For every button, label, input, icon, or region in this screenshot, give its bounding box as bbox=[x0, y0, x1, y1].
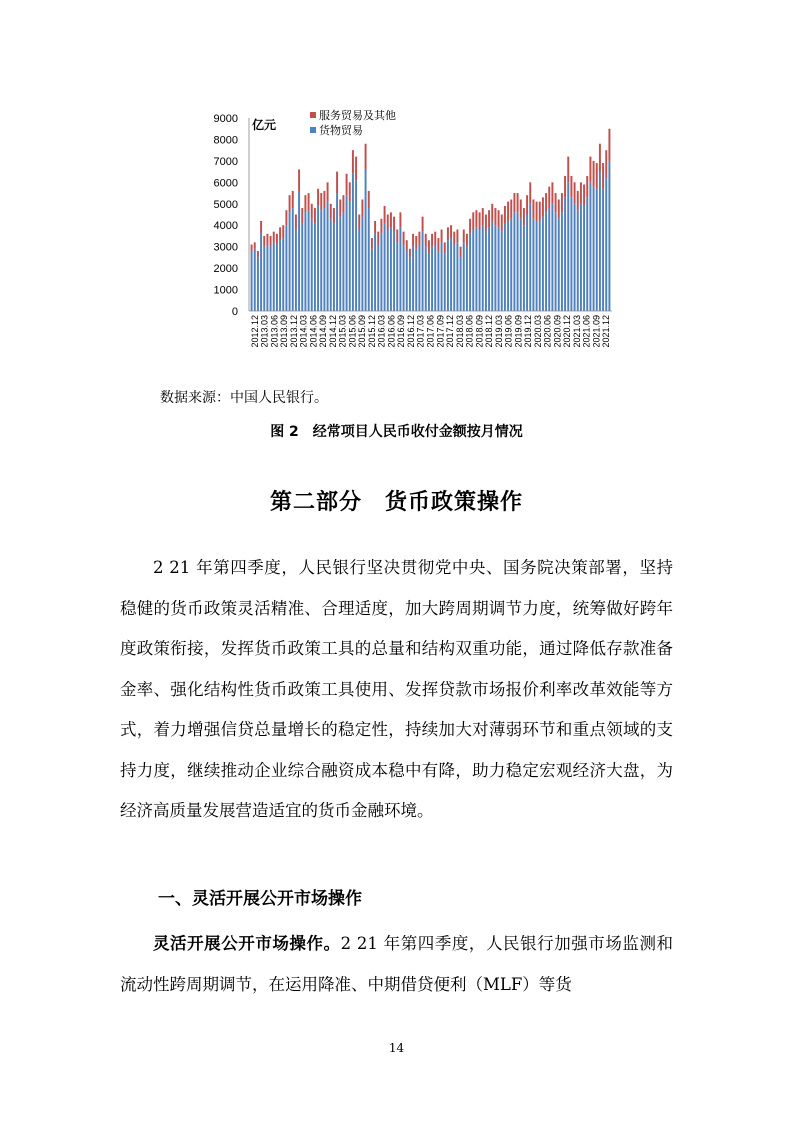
bar-goods bbox=[380, 234, 382, 311]
legend-swatch-goods bbox=[310, 127, 316, 133]
bar-goods bbox=[485, 232, 487, 311]
bar-services bbox=[593, 161, 595, 187]
x-tick-label: 2012.12 bbox=[249, 315, 260, 348]
bar-goods bbox=[254, 249, 256, 311]
x-tick-label: 2016.06 bbox=[386, 315, 397, 348]
bar-goods bbox=[456, 242, 458, 311]
bar-services bbox=[441, 230, 443, 243]
bar-goods bbox=[482, 225, 484, 311]
bar-services bbox=[472, 212, 474, 229]
bar-services bbox=[333, 208, 335, 223]
bar-services bbox=[323, 191, 325, 208]
bar-services bbox=[428, 240, 430, 253]
bar-services bbox=[282, 225, 284, 238]
bar-goods bbox=[488, 227, 490, 311]
bar-services bbox=[555, 193, 557, 212]
bar-services bbox=[450, 225, 452, 238]
bar-services bbox=[289, 195, 291, 212]
bar-services bbox=[526, 195, 528, 214]
bar-goods bbox=[555, 212, 557, 311]
bar-services bbox=[507, 202, 509, 221]
bar-goods bbox=[463, 242, 465, 311]
bar-services bbox=[447, 227, 449, 240]
bar-goods bbox=[574, 204, 576, 311]
bar-goods bbox=[589, 182, 591, 311]
bar-services bbox=[387, 215, 389, 230]
bar-services bbox=[602, 163, 604, 189]
bar-goods bbox=[330, 219, 332, 311]
x-tick-label: 2014.09 bbox=[318, 315, 329, 348]
bar-goods bbox=[510, 219, 512, 311]
x-tick-label: 2020.12 bbox=[562, 315, 573, 348]
bar-goods bbox=[282, 238, 284, 311]
bar-services bbox=[513, 193, 515, 212]
bar-goods bbox=[441, 242, 443, 311]
bar-goods bbox=[346, 195, 348, 311]
x-tick-label: 2021.03 bbox=[571, 315, 582, 348]
bar-goods bbox=[384, 223, 386, 311]
bar-services bbox=[422, 217, 424, 232]
bar-goods bbox=[390, 227, 392, 311]
bar-services bbox=[586, 176, 588, 197]
bar-services bbox=[501, 215, 503, 232]
bar-goods bbox=[586, 197, 588, 311]
bar-services bbox=[498, 210, 500, 227]
bar-services bbox=[336, 172, 338, 193]
bar-services bbox=[510, 199, 512, 218]
x-tick-label: 2018.06 bbox=[464, 315, 475, 348]
bar-services bbox=[412, 234, 414, 247]
bar-services bbox=[266, 234, 268, 245]
legend-swatch-services bbox=[310, 112, 316, 118]
bar-services bbox=[355, 157, 357, 181]
bar-goods bbox=[371, 249, 373, 311]
bar-goods bbox=[257, 257, 259, 311]
bar-goods bbox=[263, 247, 265, 311]
bar-goods bbox=[355, 180, 357, 311]
x-tick-label: 2021.06 bbox=[581, 315, 592, 348]
x-tick-label: 2013.09 bbox=[279, 315, 290, 348]
bar-goods bbox=[273, 242, 275, 311]
bar-goods bbox=[434, 245, 436, 311]
x-tick-label: 2017.12 bbox=[445, 315, 456, 348]
bar-goods bbox=[377, 245, 379, 311]
bar-services bbox=[365, 144, 367, 170]
bar-goods bbox=[308, 210, 310, 311]
bar-goods bbox=[545, 212, 547, 311]
bar-goods bbox=[336, 193, 338, 311]
bar-goods bbox=[466, 247, 468, 311]
bar-services bbox=[491, 204, 493, 221]
bar-services bbox=[494, 208, 496, 225]
part-title: 第二部分 货币政策操作 bbox=[269, 490, 523, 515]
bar-goods bbox=[599, 172, 601, 311]
bar-services bbox=[339, 199, 341, 216]
bar-goods bbox=[298, 191, 300, 311]
bar-goods bbox=[494, 225, 496, 311]
x-tick-label: 2015.09 bbox=[357, 315, 368, 348]
bar-goods bbox=[412, 247, 414, 311]
bar-services bbox=[523, 208, 525, 225]
bar-services bbox=[504, 206, 506, 223]
bar-services bbox=[396, 230, 398, 243]
x-tick-label: 2015.03 bbox=[337, 315, 348, 348]
bar-services bbox=[349, 182, 351, 201]
y-tick-labels bbox=[214, 113, 238, 318]
bar-services bbox=[279, 227, 281, 240]
bar-goods bbox=[501, 232, 503, 311]
bar-services bbox=[580, 182, 582, 203]
bar-goods bbox=[409, 257, 411, 311]
bar-goods bbox=[529, 204, 531, 311]
bar-goods bbox=[428, 253, 430, 311]
bar-services bbox=[311, 204, 313, 219]
bar-services bbox=[403, 232, 405, 245]
bar-goods bbox=[437, 251, 439, 311]
bar-services bbox=[434, 232, 436, 245]
bar-goods bbox=[317, 206, 319, 311]
bar-goods bbox=[279, 240, 281, 311]
paragraph-2 bbox=[120, 924, 673, 1005]
paragraph-2-lead: 灵活开展公开市场操作。 bbox=[153, 934, 341, 953]
bar-services bbox=[605, 150, 607, 178]
bar-goods bbox=[491, 221, 493, 311]
bar-goods bbox=[507, 221, 509, 311]
bar-services bbox=[384, 206, 386, 223]
bar-services bbox=[485, 215, 487, 232]
bar-services bbox=[276, 234, 278, 245]
bar-services bbox=[608, 129, 610, 161]
bar-services bbox=[577, 191, 579, 210]
x-tick-label: 2015.12 bbox=[366, 315, 377, 348]
bar-goods bbox=[260, 234, 262, 311]
bar-goods bbox=[415, 249, 417, 311]
bar-goods bbox=[561, 212, 563, 311]
paragraph-1: 2 21 年第四季度，人民银行坚决贯彻党中央、国务院决策部署，坚持稳健的货币政策灵活精准、合理适度，加大跨周期调节力度，统筹做好跨年度政策衔接，发挥货币政策工具的总量和结构双重功能，通过降低存款准备金率、强化结构性货币政策工具使用、发挥贷款市场报价利率改革效能等方式，着力增强信贷总量增长的稳定性，持续加大对薄弱环节和重点领域的支持力度，继续推动企业综合融资成本稳中有降，助力稳定宏观经济大盘，为经济高质量发展营造适宜的货币金融环境。 bbox=[120, 558, 673, 820]
bar-services bbox=[377, 232, 379, 245]
bar-services bbox=[260, 221, 262, 234]
bar-goods bbox=[523, 225, 525, 311]
bar-services bbox=[270, 236, 272, 247]
bar-services bbox=[304, 195, 306, 212]
bar-services bbox=[574, 182, 576, 203]
bar-goods bbox=[453, 245, 455, 311]
bar-services bbox=[596, 163, 598, 189]
bar-goods bbox=[320, 210, 322, 311]
bar-services bbox=[298, 169, 300, 190]
bar-services bbox=[453, 232, 455, 245]
bar-services bbox=[529, 182, 531, 203]
paragraph-2-text: 2 21 年第四季度，人民银行加强市场监测和流动性跨周期调节，在运用降准、中期借贷便利（MLF）等货 bbox=[120, 934, 674, 994]
bar-services bbox=[380, 219, 382, 234]
bar-services bbox=[567, 157, 569, 183]
bar-goods bbox=[365, 169, 367, 311]
bar-goods bbox=[608, 161, 610, 311]
bar-services bbox=[409, 249, 411, 258]
bar-services bbox=[251, 245, 253, 251]
bar-goods bbox=[342, 212, 344, 311]
bar-services bbox=[317, 189, 319, 206]
y-tick-label: 2000 bbox=[213, 263, 238, 276]
bar-goods bbox=[295, 230, 297, 311]
bar-services bbox=[418, 232, 420, 245]
bar-goods bbox=[539, 221, 541, 311]
bar-goods bbox=[551, 204, 553, 311]
bar-services bbox=[456, 230, 458, 243]
bar-services bbox=[415, 236, 417, 249]
bar-services bbox=[570, 176, 572, 197]
bar-goods bbox=[469, 234, 471, 311]
bar-goods bbox=[431, 247, 433, 311]
current-account-rmb-chart bbox=[200, 105, 640, 395]
bar-services bbox=[548, 187, 550, 208]
bar-goods bbox=[285, 225, 287, 311]
x-tick-label: 2017.06 bbox=[425, 315, 436, 348]
bar-services bbox=[475, 210, 477, 227]
bar-services bbox=[308, 193, 310, 210]
bar-goods bbox=[542, 217, 544, 311]
x-tick-label: 2018.03 bbox=[454, 315, 465, 348]
x-tick-label: 2019.03 bbox=[493, 315, 504, 348]
bar-goods bbox=[450, 238, 452, 311]
figure-caption: 图 2 经常项目人民币收付金额按月情况 bbox=[270, 424, 523, 440]
bar-goods bbox=[558, 219, 560, 311]
bar-services bbox=[257, 251, 259, 257]
bar-services bbox=[437, 238, 439, 251]
x-tick-label: 2013.06 bbox=[269, 315, 280, 348]
x-tick-label: 2020.03 bbox=[532, 315, 543, 348]
bar-goods bbox=[251, 251, 253, 311]
bar-goods bbox=[536, 221, 538, 311]
bar-goods bbox=[472, 230, 474, 311]
bar-services bbox=[346, 174, 348, 195]
bar-goods bbox=[475, 227, 477, 311]
bar-goods bbox=[532, 219, 534, 311]
bar-goods bbox=[301, 223, 303, 311]
x-tick-label: 2019.09 bbox=[513, 315, 524, 348]
x-tick-label: 2019.12 bbox=[523, 315, 534, 348]
bar-goods bbox=[323, 208, 325, 311]
x-tick-label: 2016.09 bbox=[396, 315, 407, 348]
bar-goods bbox=[374, 234, 376, 311]
y-tick-label: 8000 bbox=[213, 134, 238, 147]
bar-goods bbox=[513, 212, 515, 311]
x-tick-label: 2013.03 bbox=[259, 315, 270, 348]
x-tick-label: 2017.09 bbox=[435, 315, 446, 348]
bar-services bbox=[520, 199, 522, 218]
bar-services bbox=[539, 202, 541, 221]
bar-services bbox=[444, 242, 446, 253]
bar-services bbox=[482, 208, 484, 225]
bar-goods bbox=[602, 189, 604, 311]
bar-goods bbox=[358, 230, 360, 311]
bar-goods bbox=[526, 215, 528, 312]
bar-goods bbox=[368, 208, 370, 311]
bar-services bbox=[599, 144, 601, 172]
bar-goods bbox=[564, 197, 566, 311]
bar-services bbox=[292, 191, 294, 208]
page-number: 14 bbox=[388, 1041, 405, 1055]
bar-services bbox=[320, 193, 322, 210]
source-note: 数据来源：中国人民银行。 bbox=[160, 390, 328, 406]
bar-goods bbox=[289, 212, 291, 311]
bar-services bbox=[469, 219, 471, 234]
bar-services bbox=[406, 240, 408, 251]
bar-goods bbox=[570, 197, 572, 311]
bar-goods bbox=[583, 206, 585, 311]
bar-goods bbox=[361, 217, 363, 311]
bar-services bbox=[542, 197, 544, 216]
x-tick-label: 2016.12 bbox=[405, 315, 416, 348]
bar-goods bbox=[520, 219, 522, 311]
bar-services bbox=[301, 208, 303, 223]
x-tick-label: 2014.03 bbox=[298, 315, 309, 348]
bar-goods bbox=[504, 223, 506, 311]
x-tick-label: 2020.06 bbox=[542, 315, 553, 348]
bar-services bbox=[466, 234, 468, 247]
bar-services bbox=[368, 191, 370, 208]
bar-services bbox=[564, 176, 566, 197]
y-tick-label: 6000 bbox=[213, 177, 238, 190]
bar-goods bbox=[425, 247, 427, 311]
y-tick-label: 0 bbox=[231, 306, 238, 318]
bar-services bbox=[460, 247, 462, 258]
bar-services bbox=[342, 195, 344, 212]
y-tick-label: 5000 bbox=[213, 198, 238, 211]
bar-goods bbox=[406, 251, 408, 311]
bar-goods bbox=[498, 227, 500, 311]
bar-services bbox=[551, 182, 553, 203]
bar-goods bbox=[352, 174, 354, 311]
bar-services bbox=[330, 204, 332, 219]
y-tick-label: 7000 bbox=[213, 155, 238, 168]
bar-goods bbox=[292, 208, 294, 311]
bar-goods bbox=[447, 240, 449, 311]
legend-label-goods: 货物贸易 bbox=[319, 124, 363, 137]
bar-goods bbox=[403, 245, 405, 311]
x-tick-label: 2013.12 bbox=[288, 315, 299, 348]
bar-goods bbox=[605, 178, 607, 311]
x-tick-label: 2019.06 bbox=[503, 315, 514, 348]
bar-goods bbox=[596, 189, 598, 311]
bar-goods bbox=[577, 210, 579, 311]
bar-goods bbox=[349, 202, 351, 311]
bar-goods bbox=[593, 187, 595, 311]
bar-services bbox=[371, 238, 373, 249]
bar-goods bbox=[266, 245, 268, 311]
bar-services bbox=[399, 212, 401, 227]
bar-services bbox=[488, 210, 490, 227]
bar-goods bbox=[517, 212, 519, 311]
bar-goods bbox=[276, 245, 278, 311]
bar-goods bbox=[327, 202, 329, 311]
y-tick-label: 9000 bbox=[213, 113, 238, 125]
bar-services bbox=[532, 199, 534, 218]
bar-services bbox=[425, 234, 427, 247]
bar-goods bbox=[311, 219, 313, 311]
bar-goods bbox=[580, 204, 582, 311]
x-tick-label: 2016.03 bbox=[376, 315, 387, 348]
bar-services bbox=[254, 242, 256, 248]
bar-services bbox=[558, 199, 560, 218]
bar-goods bbox=[418, 245, 420, 311]
bar-services bbox=[517, 193, 519, 212]
chart-bars bbox=[251, 129, 611, 311]
bar-services bbox=[358, 215, 360, 230]
bar-services bbox=[479, 212, 481, 229]
bar-services bbox=[561, 193, 563, 212]
x-tick-label: 2015.06 bbox=[347, 315, 358, 348]
bar-goods bbox=[314, 223, 316, 311]
x-tick-labels bbox=[250, 315, 611, 348]
section-heading: 一、灵活开展公开市场操作 bbox=[158, 889, 362, 909]
x-tick-label: 2018.09 bbox=[474, 315, 485, 348]
y-tick-label: 4000 bbox=[213, 220, 238, 233]
bar-services bbox=[314, 208, 316, 223]
bar-services bbox=[431, 234, 433, 247]
bar-services bbox=[327, 182, 329, 201]
bar-services bbox=[374, 221, 376, 234]
legend-label-services: 服务贸易及其他 bbox=[319, 109, 396, 122]
bar-goods bbox=[396, 242, 398, 311]
x-tick-label: 2020.09 bbox=[552, 315, 563, 348]
x-tick-label: 2021.09 bbox=[591, 315, 602, 348]
bar-goods bbox=[304, 212, 306, 311]
bar-services bbox=[536, 202, 538, 221]
bar-services bbox=[273, 232, 275, 243]
bar-goods bbox=[460, 257, 462, 311]
bar-goods bbox=[548, 208, 550, 311]
bar-goods bbox=[333, 223, 335, 311]
bar-goods bbox=[422, 232, 424, 311]
bar-services bbox=[463, 230, 465, 243]
bar-goods bbox=[399, 227, 401, 311]
y-tick-label: 3000 bbox=[213, 241, 238, 254]
bar-services bbox=[390, 212, 392, 227]
bar-goods bbox=[270, 247, 272, 311]
bar-goods bbox=[479, 230, 481, 311]
x-tick-label: 2021.12 bbox=[601, 315, 612, 348]
y-tick-label: 1000 bbox=[213, 284, 238, 297]
bar-goods bbox=[387, 230, 389, 311]
bar-services bbox=[545, 193, 547, 212]
x-tick-label: 2014.12 bbox=[327, 315, 338, 348]
x-tick-label: 2014.06 bbox=[308, 315, 319, 348]
bar-services bbox=[583, 184, 585, 205]
bar-goods bbox=[393, 232, 395, 311]
bar-goods bbox=[567, 182, 569, 311]
bar-services bbox=[361, 199, 363, 216]
bar-services bbox=[393, 217, 395, 232]
bar-services bbox=[285, 210, 287, 225]
bar-goods bbox=[339, 217, 341, 311]
bar-services bbox=[263, 236, 265, 247]
bar-services bbox=[589, 157, 591, 183]
x-tick-label: 2018.12 bbox=[484, 315, 495, 348]
bar-services bbox=[295, 215, 297, 230]
bar-goods bbox=[444, 253, 446, 311]
bar-services bbox=[352, 150, 354, 174]
y-unit-label: 亿元 bbox=[252, 118, 277, 132]
x-tick-label: 2017.03 bbox=[415, 315, 426, 348]
